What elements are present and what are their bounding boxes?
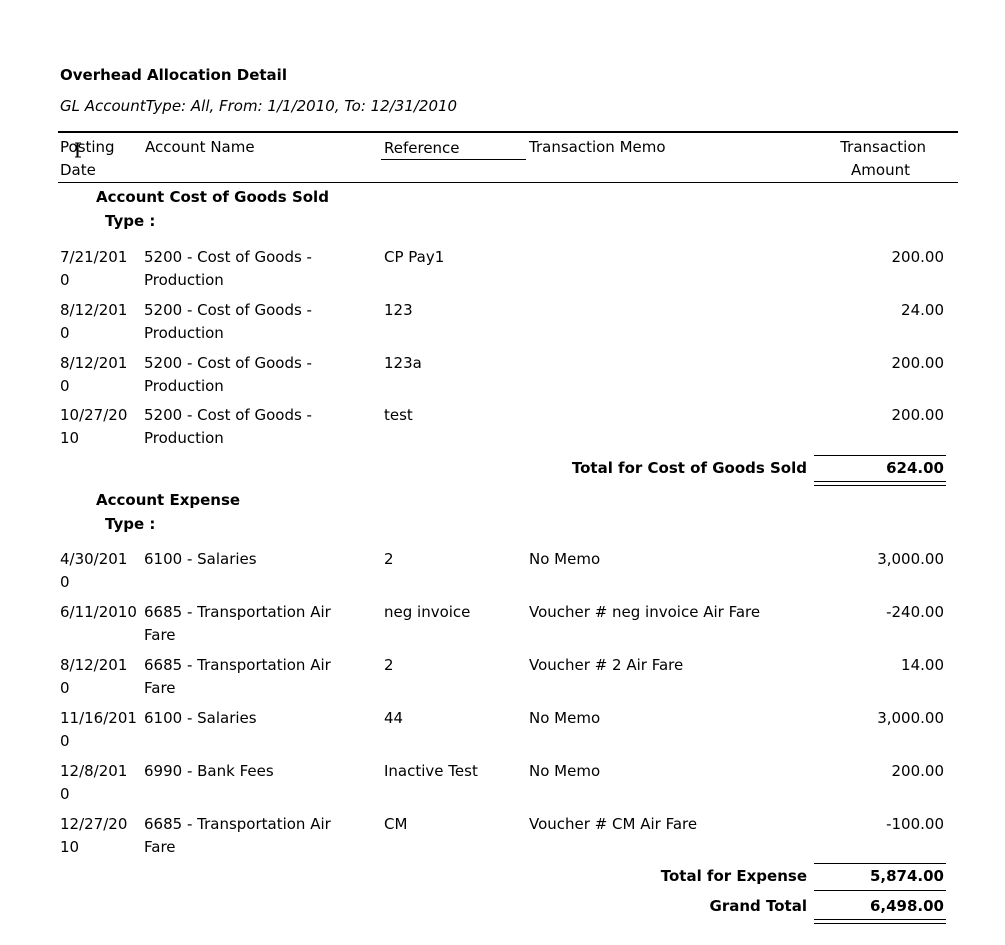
row-date: 12/8/201 0 <box>60 762 128 803</box>
row-reference: test <box>384 406 413 424</box>
row-date: 6/11/2010 <box>60 603 137 621</box>
row-amount: 3,000.00 <box>877 709 944 727</box>
row-amount: 3,000.00 <box>877 550 944 568</box>
row-date: 11/16/201 0 <box>60 709 137 750</box>
row-account: 6100 - Salaries <box>144 709 257 727</box>
header-bottom-rule <box>58 182 958 183</box>
row-reference: 2 <box>384 550 394 568</box>
col-posting-date: Posting Date <box>60 138 115 179</box>
reference-underline <box>381 159 526 160</box>
row-amount: 200.00 <box>891 406 944 424</box>
row-account: 5200 - Cost of Goods - Production <box>144 406 312 447</box>
group-label-expense: Account Expense Type : <box>96 491 241 533</box>
row-date: 8/12/201 0 <box>60 656 128 697</box>
row-account: 5200 - Cost of Goods - Production <box>144 301 312 342</box>
row-amount: 200.00 <box>891 248 944 266</box>
grand-total-value: 6,498.00 <box>869 897 944 915</box>
row-memo: No Memo <box>529 709 601 727</box>
row-account: 6100 - Salaries <box>144 550 257 568</box>
report-subtitle: GL AccountType: All, From: 1/1/2010, To: 12/31/2010 <box>60 97 458 115</box>
row-amount: 14.00 <box>901 656 944 674</box>
total-value-expense: 5,874.00 <box>869 867 944 885</box>
col-account-name: Account Name <box>145 138 255 156</box>
col-transaction-amount: Transaction Amount <box>840 138 926 179</box>
header-top-rule <box>58 131 958 133</box>
row-reference: 44 <box>384 709 404 727</box>
row-memo: Voucher # 2 Air Fare <box>529 656 684 674</box>
row-memo: Voucher # neg invoice Air Fare <box>529 603 761 621</box>
row-reference: 123a <box>384 354 422 372</box>
total-double-rule <box>814 481 946 486</box>
row-date: 8/12/201 0 <box>60 301 128 342</box>
row-date: 4/30/201 0 <box>60 550 128 591</box>
row-account: 5200 - Cost of Goods - Production <box>144 354 312 395</box>
total-label-cogs: Total for Cost of Goods Sold <box>571 459 807 477</box>
col-transaction-memo: Transaction Memo <box>529 138 666 156</box>
row-memo: No Memo <box>529 762 601 780</box>
total-value-cogs: 624.00 <box>886 459 944 477</box>
row-reference: 2 <box>384 656 394 674</box>
row-account: 6990 - Bank Fees <box>144 762 274 780</box>
grand-total-label: Grand Total <box>709 897 807 915</box>
row-memo: No Memo <box>529 550 601 568</box>
total-rule <box>814 890 946 891</box>
row-account: 6685 - Transportation Air Fare <box>144 815 331 856</box>
group-label-cogs: Account Cost of Goods Sold Type : <box>96 188 329 230</box>
row-account: 5200 - Cost of Goods - Production <box>144 248 312 289</box>
row-account: 6685 - Transportation Air Fare <box>144 603 331 644</box>
row-date: 7/21/201 0 <box>60 248 128 289</box>
grand-total-double-rule <box>814 919 946 924</box>
col-reference: Reference <box>384 139 460 157</box>
subtotal-rule <box>814 863 946 864</box>
row-amount: -240.00 <box>886 603 944 621</box>
row-amount: 24.00 <box>901 301 944 319</box>
row-amount: -100.00 <box>886 815 944 833</box>
row-account: 6685 - Transportation Air Fare <box>144 656 331 697</box>
row-reference: Inactive Test <box>384 762 478 780</box>
report-title: Overhead Allocation Detail <box>60 66 287 84</box>
subtotal-rule <box>814 455 946 456</box>
row-reference: neg invoice <box>384 603 471 621</box>
text-cursor-icon <box>74 142 82 158</box>
row-date: 10/27/20 10 <box>60 406 128 447</box>
row-memo: Voucher # CM Air Fare <box>529 815 698 833</box>
row-reference: CM <box>384 815 408 833</box>
total-label-expense: Total for Expense <box>660 867 807 885</box>
row-date: 12/27/20 10 <box>60 815 128 856</box>
row-date: 8/12/201 0 <box>60 354 128 395</box>
row-reference: 123 <box>384 301 413 319</box>
row-reference: CP Pay1 <box>384 248 445 266</box>
row-amount: 200.00 <box>891 354 944 372</box>
row-amount: 200.00 <box>891 762 944 780</box>
